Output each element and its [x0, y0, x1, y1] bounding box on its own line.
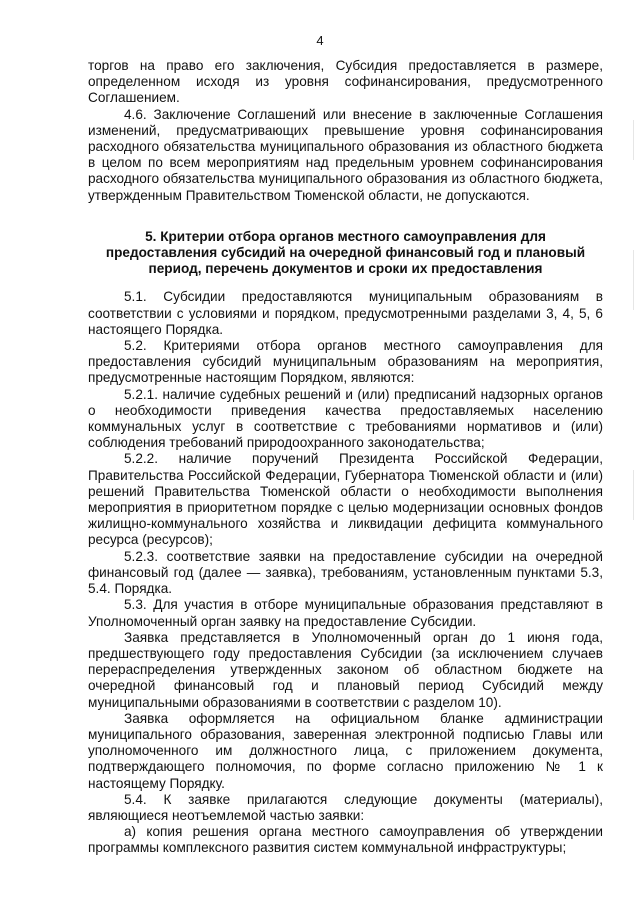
paragraph-5-1: 5.1. Субсидии предоставляются муниципальным образованиям в соответствии с условиями и порядком, предусмотренными разделами 3, 4, 5, 6 настоящего Порядка.: [88, 289, 603, 337]
paragraph-5-3: 5.3. Для участия в отборе муниципальные образования представляют в Уполномоченный орган заявку на предоставление Субсидии.: [88, 597, 603, 629]
paragraph-5-2-3: 5.2.3. соответствие заявки на предоставление субсидии на очередной финансовый год (далее — заявка), требованиям, установленным пунктами 5.3, 5.4. Порядка.: [88, 548, 603, 597]
paragraph-5-4: 5.4. К заявке прилагаются следующие документы (материалы), являющиеся неотъемлемой частью заявки:: [88, 791, 603, 823]
paragraph-5-2: 5.2. Критериями отбора органов местного самоуправления для предоставления субсидий муниципальным образованиям на мероприятия, предусмотренные настоящим Порядком, являются:: [88, 338, 603, 386]
scan-edge-mark: [633, 120, 634, 160]
scan-edge-mark: [633, 250, 634, 310]
paragraph-4-6: 4.6. Заключение Соглашений или внесение в заключенные Соглашения изменений, предусматривающих превышение уровня софинансирования расходного обязательства муниципального образования из областного бюджета в целом по всем мероприятиям над предельным уровнем софинансирования расходного обязательства муниципального образования из областного бюджета, утвержденным Правительством Тюменской области, не допускаются.: [88, 106, 603, 203]
paragraph-5-2-1: 5.2.1. наличие судебных решений и (или) предписаний надзорных органов о необходимости приведения качества предоставляемых населению коммунальных услуг в соответствие с требованиями нормативов и (или) соблюдения требований природоохранного законодательства;: [88, 386, 603, 451]
page-number: 4: [316, 33, 324, 48]
paragraph-continuation: торгов на право его заключения, Субсидия предоставляется в размере, определенном исходя из уровня софинансирования, предусмотренного Соглашением.: [88, 58, 603, 106]
paragraph-application-form: Заявка оформляется на официальном бланке администрации муниципального образования, заверенная электронной подписью Главы или уполномоченного им должностного лица, с приложением документа, подтверждающего полномочия, по форме согласно приложению № 1 к настоящему Порядку.: [88, 710, 603, 791]
paragraph-item-a: а) копия решения органа местного самоуправления об утверждении программы комплексного развития систем коммунальной инфраструктуры;: [88, 824, 603, 856]
spacer: [88, 204, 603, 229]
paragraph-application-deadline: Заявка представляется в Уполномоченный орган до 1 июня года, предшествующего году предоставления Субсидии (за исключением случаев перераспределения утвержденных законом об областном бюджете на очередной финансовый год и плановый период Субсидий между муниципальными образованиями в соответствии с разделом 10).: [88, 629, 603, 710]
scan-edge-mark: [633, 470, 634, 520]
section-title: 5. Критерии отбора органов местного самоуправления для предоставления субсидий на очередной финансовый год и плановый период, перечень документов и сроки их предоставления: [105, 228, 586, 277]
paragraph-5-2-2: 5.2.2. наличие поручений Президента Российской Федерации, Правительства Российской Федерации, Губернатора Тюменской области и (или) решений Правительства Тюменской области о необходимости выполнения мероприятия в приоритетном порядке с целью модернизации основных фондов жилищно-коммунального хозяйства и ликвидации дефицита коммунального ресурса (ресурсов);: [88, 451, 603, 548]
document-body: [88, 58, 603, 857]
